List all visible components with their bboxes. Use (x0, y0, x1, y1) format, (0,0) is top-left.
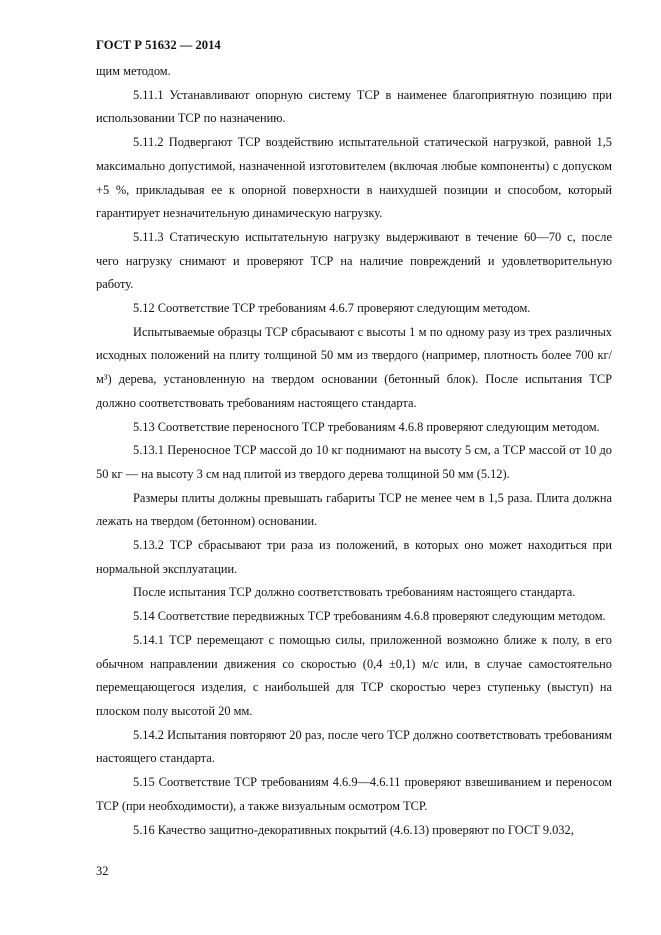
document-header: ГОСТ Р 51632 — 2014 (96, 38, 221, 52)
paragraph-5-11-1: 5.11.1 Устанавливают опорную систему ТСР в наименее благоприятную позицию при использовании ТСР по назначению. (96, 87, 612, 126)
paragraph-continuation: щим методом. (96, 64, 171, 78)
paragraph-5-14-2: 5.14.2 Испытания повторяют 20 раз, после чего ТСР должно соответствовать требованиям настоящего стандарта. (96, 727, 612, 766)
paragraph-5-11-2: 5.11.2 Подвергают ТСР воздействию испытательной статической нагрузкой, равной 1,5 максимально допустимой, назначенной изготовителем (включая любые компоненты) с допуском +5 %, прикладывая ее к опорной поверхности в наихудшей позиции и способом, который гарантирует незначительную динамическую нагрузку. (96, 135, 612, 221)
paragraph-5-13-1-plate: Размеры плиты должны превышать габариты ТСР не менее чем в 1,5 раза. Плита должна лежать на твердом (бетонном) основании. (96, 490, 612, 529)
page-number: 32 (96, 864, 109, 878)
paragraph-5-15: 5.15 Соответствие ТСР требованиям 4.6.9—4.6.11 проверяют взвешиванием и переносом ТСР (при необходимости), а также визуальным осмотром ТСР. (96, 775, 612, 813)
paragraph-5-14-1: 5.14.1 ТСР перемещают с помощью силы, приложенной возможно ближе к полу, в его обычном направлении движения со скоростью (0,4 ±0,1) м/с или, в случае самостоятельно перемещающегося изделия, с наибольшей для ТСР скоростью через ступеньку (выступ) на плоском полу высотой 20 мм. (96, 632, 612, 718)
paragraph-5-12: 5.12 Соответствие ТСР требованиям 4.6.7 проверяют следующим методом. (133, 301, 531, 316)
paragraph-5-14: 5.14 Соответствие передвижных ТСР требованиям 4.6.8 проверяют следующим методом. (133, 609, 606, 624)
paragraph-5-13-1: 5.13.1 Переносное ТСР массой до 10 кг поднимают на высоту 5 см, а ТСР массой от 10 до 50 кг — на высоту 3 см над плитой из твердого дерева толщиной 50 мм (5.12). (96, 443, 612, 481)
paragraph-5-13-2-after: После испытания ТСР должно соответствовать требованиям настоящего стандарта. (133, 585, 576, 600)
paragraph-5-12-body: Испытываемые образцы ТСР сбрасывают с высоты 1 м по одному разу из трех различных исходных положений на плиту толщиной 50 мм из твердого (например, плотность более 700 кг/м³) дерева, установленную на твердом основании (бетонный блок). После испытания ТСР должно соответствовать требованиям настоящего стандарта. (96, 324, 612, 410)
paragraph-5-13: 5.13 Соответствие переносного ТСР требованиям 4.6.8 проверяют следующим методом. (133, 419, 600, 434)
document-body (96, 60, 612, 842)
paragraph-5-13-2: 5.13.2 ТСР сбрасывают три раза из положений, в которых оно может находиться при нормальной эксплуатации. (96, 538, 612, 576)
paragraph-5-11-3: 5.11.3 Статическую испытательную нагрузку выдерживают в течение 60—70 с, после чего нагрузку снимают и проверяют ТСР на наличие повреждений и удовлетворительную работу. (96, 229, 612, 292)
paragraph-5-16: 5.16 Качество защитно-декоративных покрытий (4.6.13) проверяют по ГОСТ 9.032, (133, 822, 574, 837)
